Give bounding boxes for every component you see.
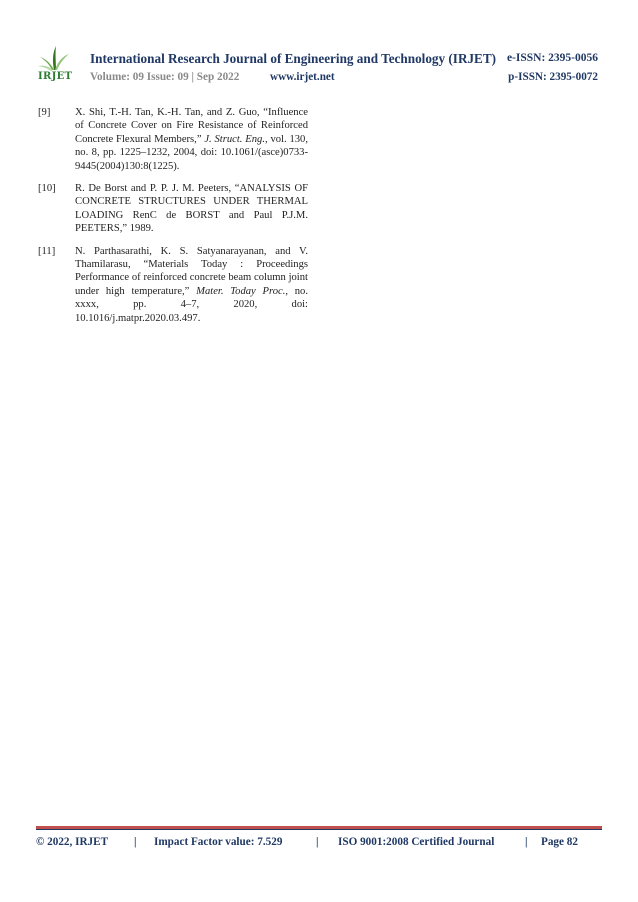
reference-item: [38, 106, 308, 173]
reference-item: [38, 182, 308, 236]
website-link[interactable]: www.irjet.net: [270, 71, 335, 83]
reference-list: [38, 106, 308, 334]
reference-text: R. De Borst and P. P. J. M. Peeters, “ANALYSIS OF CONCRETE STRUCTURES UNDER THERMAL LOADING RenC de BORST and Paul P.J.M. PEETERS,” 1989.: [75, 183, 308, 235]
journal-title: International Research Journal of Engineering and Technology (IRJET): [90, 51, 497, 66]
footer-separator: |: [525, 836, 528, 848]
reference-number: [10]: [38, 183, 56, 195]
footer-separator: |: [134, 836, 137, 848]
footer-rule-thin: [36, 829, 602, 830]
logo-text: IRJET: [38, 71, 73, 82]
reference-text: N. Parthasarathi, K. S. Satyanarayanan, and V. Thamilarasu, “Materials Today : Proceedings Performance of reinforced concrete beam column joint under high temperature,” Mater. Today Proc., no. xxxx, pp. 4–7, 2020, doi: 10.1016/j.matpr.2020.03.497.: [75, 245, 308, 324]
reference-item: [38, 245, 308, 325]
page-footer: [36, 836, 602, 852]
page-number: Page 82: [541, 836, 578, 848]
page-header: [36, 44, 602, 92]
e-issn: e-ISSN: 2395-0056: [506, 52, 598, 64]
reference-number: [11]: [38, 245, 56, 257]
reference-text: X. Shi, T.-H. Tan, K.-H. Tan, and Z. Guo, “Influence of Concrete Cover on Fire Resistance of Reinforced Concrete Flexural Members,” J. Struct. Eng., vol. 130, no. 8, pp. 1225–1232, 2004, doi: 10.1061/(asce)0733-9445(2004)130:8(1225).: [75, 107, 308, 172]
reference-number: [9]: [38, 107, 51, 118]
footer-separator: |: [316, 836, 319, 848]
footer-impact-factor: Impact Factor value: 7.529: [154, 836, 283, 848]
p-issn: p-ISSN: 2395-0072: [508, 71, 598, 83]
footer-iso: ISO 9001:2008 Certified Journal: [338, 836, 495, 848]
volume-issue: Volume: 09 Issue: 09 | Sep 2022: [90, 71, 240, 83]
footer-copyright: © 2022, IRJET: [36, 836, 109, 848]
